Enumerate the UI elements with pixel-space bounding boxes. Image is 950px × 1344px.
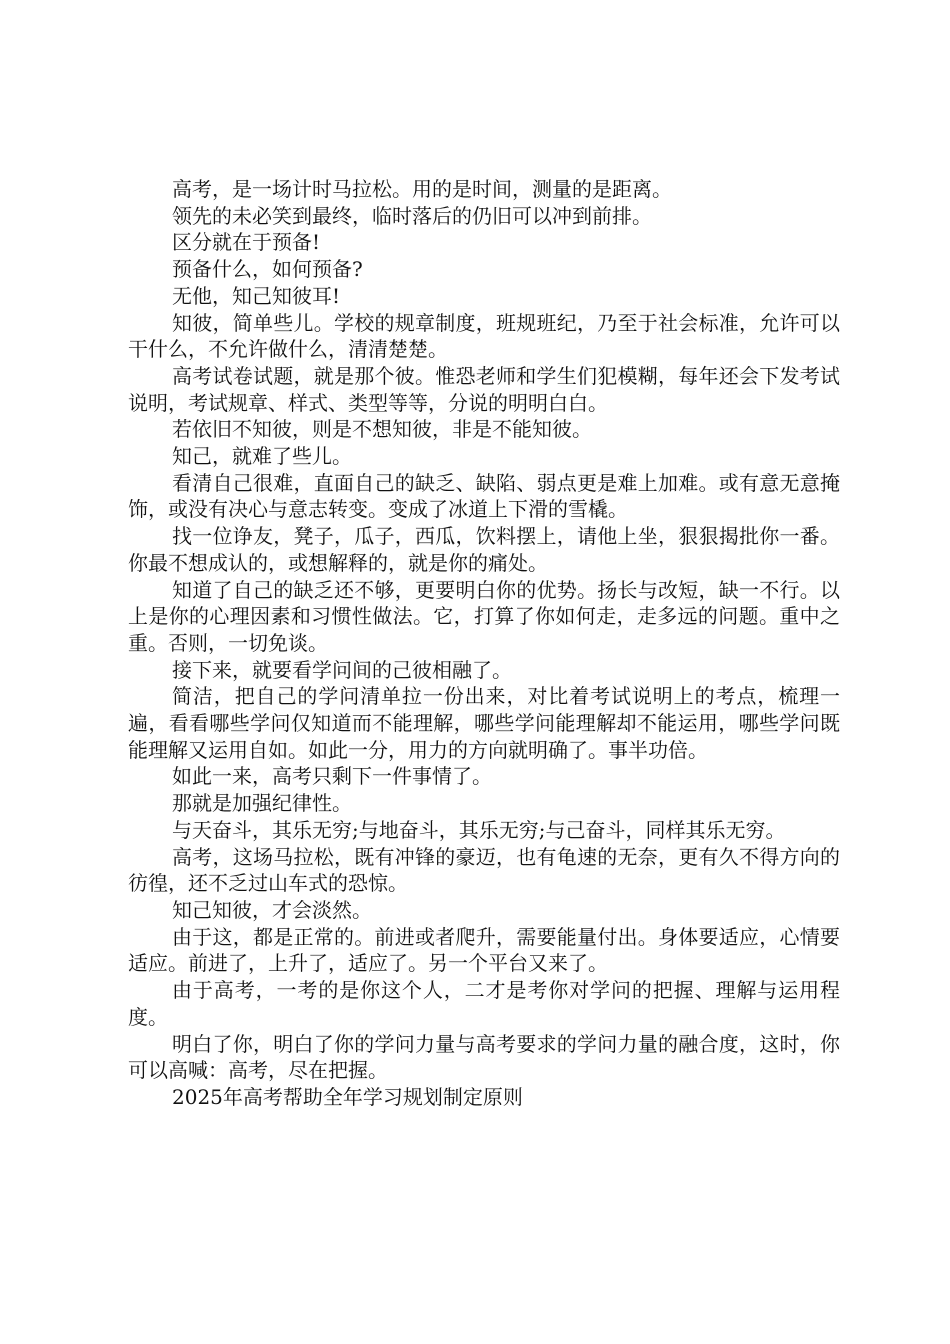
paragraph: 区分就在于预备! bbox=[172, 230, 321, 255]
paragraph: 知己，就难了些儿。 bbox=[172, 444, 352, 469]
paragraph: 领先的未必笑到最终，临时落后的仍旧可以冲到前排。 bbox=[172, 203, 652, 228]
paragraph: 简洁，把自己的学问清单拉一份出来，对比着考试说明上的考点，梳理一遍，看看哪些学问仅知道而不能理解，哪些学问能理解却不能运用，哪些学问既能理解又运用自如。如此一分，用力的方向就明确了。事半功倍。 bbox=[128, 684, 840, 762]
paragraph: 与天奋斗，其乐无穷;与地奋斗，其乐无穷;与己奋斗，同样其乐无穷。 bbox=[172, 817, 786, 842]
paragraph: 若依旧不知彼，则是不想知彼，非是不能知彼。 bbox=[172, 417, 592, 442]
paragraph: 预备什么，如何预备? bbox=[172, 257, 363, 282]
paragraph: 知己知彼，才会淡然。 bbox=[172, 897, 372, 922]
paragraph: 无他，知己知彼耳! bbox=[172, 283, 341, 308]
paragraph: 知彼，简单些儿。学校的规章制度，班规班纪，乃至于社会标准，允许可以干什么，不允许做什么，清清楚楚。 bbox=[128, 310, 840, 362]
paragraph: 高考，这场马拉松，既有冲锋的豪迈，也有龟速的无奈，更有久不得方向的彷徨，还不乏过山车式的恐惊。 bbox=[128, 844, 840, 896]
paragraph: 明白了你，明白了你的学问力量与高考要求的学问力量的融合度，这时，你可以高喊：高考，尽在把握。 bbox=[128, 1031, 840, 1083]
paragraph: 由于高考，一考的是你这个人，二才是考你对学问的把握、理解与运用程度。 bbox=[128, 978, 840, 1029]
paragraph: 知道了自己的缺乏还不够，更要明白你的优势。扬长与改短，缺一不行。以上是你的心理因素和习惯性做法。它，打算了你如何走，走多远的问题。重中之重。否则，一切免谈。 bbox=[128, 577, 840, 655]
paragraph: 接下来，就要看学问间的己彼相融了。 bbox=[172, 657, 512, 682]
paragraph: 由于这，都是正常的。前进或者爬升，需要能量付出。身体要适应，心情要适应。前进了，上升了，适应了。另一个平台又来了。 bbox=[128, 924, 840, 976]
paragraph-heading: 2025年高考帮助全年学习规划制定原则 bbox=[172, 1084, 523, 1109]
paragraph: 高考试卷试题，就是那个彼。惟恐老师和学生们犯模糊，每年还会下发考试说明，考试规章、样式、类型等等，分说的明明白白。 bbox=[128, 363, 840, 415]
paragraph: 如此一来，高考只剩下一件事情了。 bbox=[172, 764, 492, 789]
document-body bbox=[128, 176, 840, 1111]
paragraph: 看清自己很难，直面自己的缺乏、缺陷、弱点更是难上加难。或有意无意掩饰，或没有决心与意志转变。变成了冰道上下滑的雪橇。 bbox=[128, 470, 840, 522]
paragraph: 找一位诤友，凳子，瓜子，西瓜，饮料摆上，请他上坐，狠狠揭批你一番。你最不想成认的，或想解释的，就是你的痛处。 bbox=[128, 524, 840, 575]
paragraph: 高考，是一场计时马拉松。用的是时间，测量的是距离。 bbox=[172, 177, 672, 201]
paragraph: 那就是加强纪律性。 bbox=[172, 791, 352, 816]
